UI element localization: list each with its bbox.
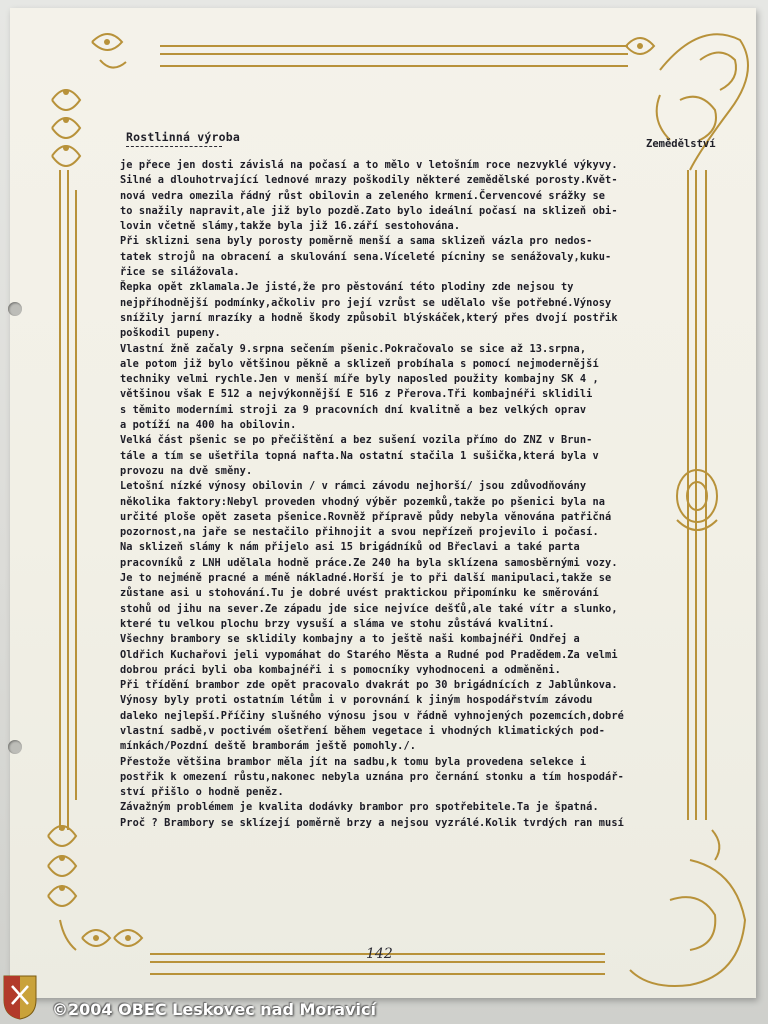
text-line: vlastní sadbě,v poctivém ošetření během vegetace i vhodných klimatických pod- (120, 724, 606, 737)
text-line: Řepka opět zklamala.Je jisté,že pro pěstování této plodiny zde nejsou ty (120, 281, 574, 294)
text-line: a potíží na 400 ha obilovin. (120, 419, 297, 432)
text-line: ství přišlo o hodně peněz. (120, 786, 284, 799)
text-line: tále a tím se ušetřila topná nafta.Na ostatní stačila 1 sušička,která byla v (120, 449, 599, 462)
village-coat-of-arms-logo-icon (2, 974, 38, 1020)
text-line: řice se silážovala. (120, 266, 240, 279)
text-line: Letošní nízké výnosy obilovin / v rámci závodu nejhorší/ jsou zdůvodňovány (120, 480, 587, 493)
text-line: Při třídění brambor zde opět pracovalo dvakrát po 30 brigádnících z Jablůnkova. (120, 679, 618, 692)
text-line: které tu velkou plochu brzy vysuší a sláma ve stohu zůstává kvalitní. (120, 617, 555, 630)
text-line: Přestože většina brambor měla jít na sadbu,k tomu byla provedena selekce i (120, 755, 587, 768)
text-line: zůstane asi u stohování.Tu je dobré uvést praktickou připomínku ke směrování (120, 587, 599, 600)
text-line: snížily jarní mrazíky a hodně škody způsobil blýskáček,který přes dvojí postřik (120, 311, 618, 324)
text-line: Všechny brambory se sklidily kombajny a to ještě naši kombajnéři Ondřej a (120, 633, 580, 646)
page-number: 142 (366, 946, 393, 962)
heading-underline (126, 146, 222, 147)
text-line: mínkách/Pozdní deště bramborám ještě pomohly./. (120, 740, 417, 753)
text-line: tatek strojů na obracení a skulování sena.Víceleté pícniny se senážovaly,kuku- (120, 250, 612, 263)
text-line: Na sklizeň slámy k nám přijelo asi 15 brigádníků od Břeclavi a také parta (120, 541, 580, 554)
text-line: je přece jen dosti závislá na počasí a to mělo v letošním roce nezvyklé výkyvy. (120, 159, 618, 171)
text-line: Při sklizni sena byly porosty poměrně menší a sama sklizeň vázla pro nedos- (120, 235, 593, 248)
text-line: Výnosy byly proti ostatním létům i v porovnání k jiným hospodářstvím závodu (120, 694, 593, 707)
text-line: Velká část pšenic se po přečištění a bez sušení vozila přímo do ZNZ v Brun- (120, 434, 593, 447)
text-line: s těmito moderními stroji za 9 pracovních dní kvalitně a bez velkých oprav (120, 403, 587, 416)
copyright-watermark: ©2004 OBEC Leskovec nad Moravicí (52, 1000, 376, 1019)
text-line: určité ploše opět zaseta pšenice.Rovněž přípravě půdy nebyla věnována patřičná (120, 510, 612, 523)
text-line: Silné a dlouhotrvající lednové mrazy poškodily některé zemědělské porosty.Květ- (120, 174, 618, 187)
text-line: Vlastní žně začaly 9.srpna sečením pšenic.Pokračovalo se sice až 13.srpna, (120, 342, 587, 355)
text-line: několika faktory:Nebyl proveden vhodný výběr pozemků,takže po pšenici byla na (120, 495, 606, 508)
text-line: lovin včetně slámy,takže byla již 16.září sestohována. (120, 220, 461, 233)
text-line: techniky velmi rychle.Jen v menší míře byly naposled použity kombajny SK 4 , (120, 373, 599, 386)
text-line: pozornost,na jaře se nestačilo přihnojit a svou nepřízeň projevilo i počasí. (120, 526, 599, 539)
text-line: nová vedra omezila řádný růst obilovin a zeleného krmení.Červencové srážky se (120, 189, 606, 202)
text-line: ale potom již bylo většinou pěkně a sklizeň probíhala s pomocí nejmodernější (120, 357, 599, 370)
text-line: pracovníků z LNH udělala hodně práce.Ze 240 ha byla sklízena samosběrnými vozy. (120, 556, 618, 569)
text-line: postřik k omezení růstu,nakonec nebyla uznána pro černání stonku a tím hospodář- (120, 770, 624, 783)
text-line: většinou však E 512 a nejvýkonnější E 516 z Přerova.Tři kombajnéři sklidili (120, 388, 593, 401)
text-line: stohů od jihu na sever.Ze západu jde sice nejvíce dešťů,ale také vítr a slunko, (120, 602, 618, 615)
typed-body-text (120, 158, 654, 831)
text-line: dobrou práci byli oba kombajnéři i s pomocníky vyhodnoceni a odměněni. (120, 663, 561, 676)
text-line: provozu na dvě směny. (120, 464, 253, 477)
text-line: to snažily napravit,ale již bylo pozdě.Zato bylo ideální počasí na sklizeň obi- (120, 204, 618, 217)
text-line: Proč ? Brambory se sklízejí poměrně brzy a nejsou vyzrálé.Kolik tvrdých ran musí (120, 816, 624, 829)
chapter-label: Zemědělství (646, 138, 716, 150)
text-line: nejpříhodnější podmínky,ačkoliv pro její vzrůst se udělalo vše potřebné.Výnosy (120, 296, 612, 309)
text-line: Závažným problémem je kvalita dodávky brambor pro spotřebitele.Ta je špatná. (120, 801, 599, 814)
text-line: poškodil pupeny. (120, 327, 221, 340)
text-line: Je to nejméně pracné a méně nákladné.Horší je to při další manipulaci,takže se (120, 572, 612, 585)
text-line: daleko nejlepší.Příčiny slušného výnosu jsou v řádně vyhnojených pozemcích,dobré (120, 709, 624, 722)
section-heading: Rostlinná výroba (126, 130, 240, 144)
text-line: Oldřich Kuchařovi jeli vypomáhat do Starého Města a Rudné pod Pradědem.Za velmi (120, 648, 618, 661)
